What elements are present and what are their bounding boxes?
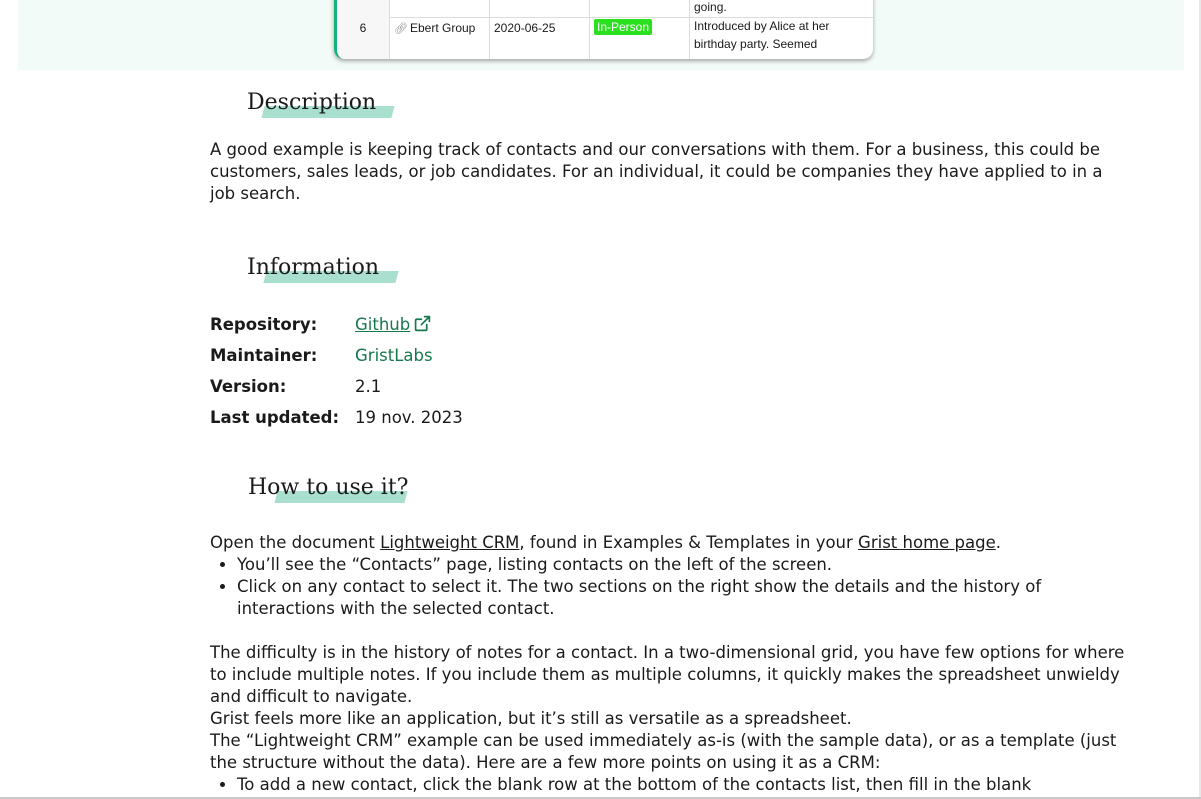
interaction-type-tag: In-Person	[594, 19, 652, 35]
howto-bullets-first	[210, 554, 1130, 620]
github-link[interactable]: Github	[355, 315, 411, 334]
howto-heading: How to use it?	[248, 475, 409, 500]
grist-home-page-link[interactable]: Grist home page	[858, 533, 996, 552]
maintainer-row	[210, 340, 463, 371]
list-item: • You’ll see the “Contacts” page, listing contacts on the left of the screen.	[237, 554, 1130, 576]
repository-value	[355, 315, 431, 334]
repository-row	[210, 309, 463, 340]
maintainer-link[interactable]: GristLabs	[355, 346, 433, 365]
description-text-block	[210, 139, 1130, 205]
row-number-cell: 6	[337, 17, 390, 59]
lightweight-crm-link[interactable]: Lightweight CRM	[380, 533, 520, 552]
last-updated-label: Last updated:	[210, 408, 340, 427]
howto-intro-mid: , found in Examples & Templates in your	[519, 533, 859, 552]
howto-para-template: The “Lightweight CRM” example can be used immediately as-is (with the sample data), or as a template (just the structure without the data). Here are a few more points on using it as a CRM:	[210, 731, 1117, 772]
table-row	[337, 0, 873, 18]
howto-intro-post: .	[995, 533, 1001, 552]
company-cell	[390, 17, 490, 59]
interactions-grid-preview	[334, 0, 873, 59]
type-cell	[590, 17, 690, 59]
date-cell	[490, 0, 590, 17]
last-updated-value: 19 nov. 2023	[355, 408, 463, 427]
list-item: • To add a new contact, click the blank row at the bottom of the contacts list, then fill in the blank	[237, 774, 1130, 796]
company-name: Ebert Group	[409, 21, 476, 35]
table-row	[337, 17, 873, 59]
howto-text-block	[210, 532, 1130, 796]
maintainer-label: Maintainer:	[210, 346, 318, 365]
version-label: Version:	[210, 377, 287, 396]
description-heading: Description	[247, 90, 377, 115]
information-heading: Information	[247, 255, 380, 280]
company-cell	[390, 0, 490, 17]
type-cell	[590, 0, 690, 17]
version-value: 2.1	[355, 377, 382, 396]
version-row	[210, 371, 463, 402]
date-cell: 2020-06-25	[490, 17, 590, 59]
link-icon: 🔗︎	[394, 23, 408, 35]
row-number-cell	[337, 0, 390, 17]
description-heading-block	[247, 90, 376, 115]
howto-bullets-second	[210, 774, 1130, 796]
howto-heading-block	[248, 475, 408, 500]
notes-cell: Introduced by Alice at her birthday party. Seemed	[694, 19, 830, 51]
information-table	[210, 309, 463, 433]
list-item: • Click on any contact to select it. The two sections on the right show the details and the history of interactions with the selected contact.	[237, 576, 1130, 620]
howto-para-difficulty: The difficulty is in the history of notes for a contact. In a two-dimensional grid, you have few options for where to include multiple notes. If you include them as multiple columns, it quickly makes the spreadsheet unwieldy and difficult to navigate.	[210, 643, 1125, 706]
howto-para-application: Grist feels more like an application, but it’s still as versatile as a spreadsheet.	[210, 709, 852, 728]
howto-intro-pre: Open the document	[210, 533, 381, 552]
description-text: A good example is keeping track of contacts and our conversations with them. For a business, this could be customers, sales leads, or job candidates. For an individual, it could be companies they have applied to in a job search.	[210, 140, 1103, 203]
information-heading-block	[247, 255, 379, 280]
external-link-icon[interactable]	[414, 315, 431, 332]
notes-cell: going.	[694, 0, 727, 14]
howto-intro	[210, 532, 1130, 554]
last-updated-row	[210, 402, 463, 433]
repository-label: Repository:	[210, 315, 318, 334]
